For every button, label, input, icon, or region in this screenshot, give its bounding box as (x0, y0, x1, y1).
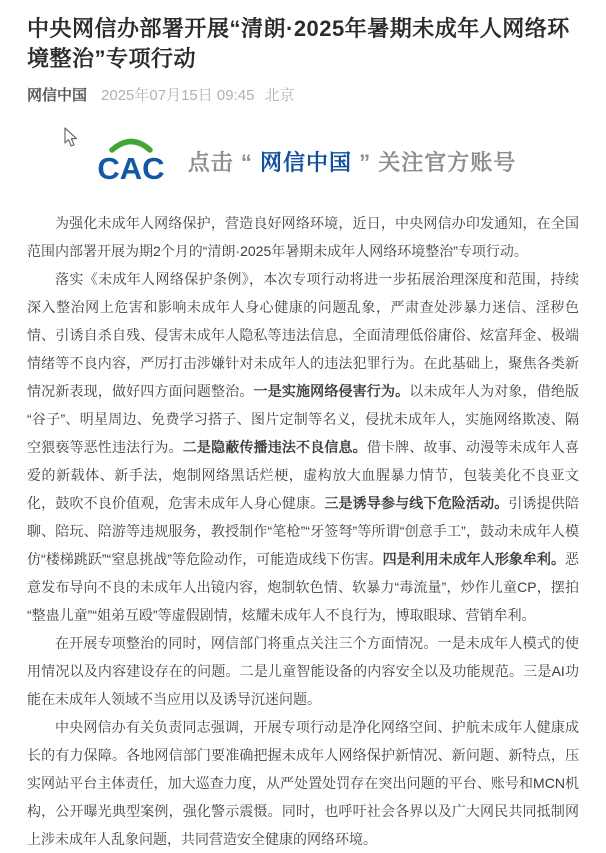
mouse-cursor-icon (63, 127, 80, 149)
paragraph-run-bold: 二是隐蔽传播违法不良信息。 (182, 439, 367, 455)
banner-suffix: 关注官方账号 (378, 149, 517, 175)
paragraph-run: 引诱提供陪聊、陪玩、陪游等违规服务，教授制作“笔枪”“牙签弩”等所谓“创意手工”，鼓动未成年人模仿“楼梯跳跃”“窒息挑战”等危险动作，可能造成线下伤害。 (27, 495, 580, 567)
byline (27, 84, 579, 105)
article-paragraph (27, 713, 579, 853)
banner-quote-close: ” (359, 149, 372, 175)
banner-slogan (188, 146, 517, 177)
paragraph-run: 在开展专项整治的同时，网信部门将重点关注三个方面情况。一是未成年人模式的使用情况以及内容建设存在的问题。二是儿童智能设备的内容安全以及功能规范。三是AI功能在未成年人领域不当应用以及诱导沉迷问题。 (27, 635, 579, 707)
paragraph-run: 借卡牌、故事、动漫等未成年人喜爱的新载体、新手法，炮制网络黑话烂梗，虚构放大血腥暴力情节，包装美化不良亚文化，鼓吹不良价值观，危害未成年人身心健康。 (27, 439, 580, 511)
paragraph-run: 为强化未成年人网络保护，营造良好网络环境，近日，中央网信办印发通知，在全国范围内部署开展为期2个月的“清朗·2025年暑期未成年人网络环境整治”专项行动。 (27, 215, 579, 259)
banner-account-name: 网信中国 (259, 149, 352, 175)
article-title: 中央网信办部署开展“清朗·2025年暑期未成年人网络环境整治”专项行动 (27, 16, 570, 71)
follow-official-account-banner[interactable] (27, 129, 579, 193)
paragraph-run: 以未成年人为对象，借绝版“谷子”、明星周边、免费学习搭子、图片定制等名义，侵扰未成年人，实施网络欺凌、隔空猥亵等恶性违法行为。 (27, 383, 580, 455)
banner-prefix: 点击 (187, 149, 234, 175)
account-name[interactable]: 网信中国 (27, 87, 88, 104)
paragraph-run: 中央网信办有关负责同志强调，开展专项行动是净化网络空间、护航未成年人健康成长的有力保障。各地网信部门要准确把握未成年人网络保护新情况、新问题、新特点，压实网站平台主体责任，加大巡查力度，从严处置处罚存在突出问题的平台、账号和MCN机构，公开曝光典型案例，强化警示震慑。同时，也呼吁社会各界以及广大网民共同抵制网上涉未成年人乱象问题，共同营造安全健康的网络环境。 (27, 719, 579, 847)
article-paragraph (27, 265, 579, 629)
paragraph-run: 落实《未成年人网络保护条例》，本次专项行动将进一步拓展治理深度和范围，持续深入整治网上危害和影响未成年人身心健康的问题乱象，严肃查处涉暴力迷信、淫秽色情、引诱自杀自残、侵害未成年人隐私等违法信息，全面清理低俗庸俗、炫富拜金、极端情绪等不良内容，严厉打击涉嫌针对未成年人的违法犯罪行为。在此基础上，聚焦各类新情况新表现，做好四方面问题整治。 (27, 271, 579, 399)
banner-quote-open: “ (240, 149, 253, 175)
paragraph-run-bold: 四是利用未成年人形象牟利。 (382, 551, 565, 567)
cac-logo (90, 134, 172, 188)
article-paragraph (27, 629, 579, 713)
article-paragraph (27, 209, 579, 265)
paragraph-run: 恶意发布导向不良的未成年人出镜内容，炮制软色情、软暴力“毒流量”，炒作儿童CP，摆拍“整蛊儿童”“姐弟互殴”等虚假剧情，炫耀未成年人不良行为，博取眼球、营销牟利。 (27, 551, 579, 623)
paragraph-run-bold: 一是实施网络侵害行为。 (253, 383, 410, 399)
publish-date: 2025年07月15日 09:45 (101, 87, 255, 104)
cac-logo-text: CAC (97, 151, 165, 186)
publish-location: 北京 (264, 87, 295, 104)
article-body (27, 209, 579, 853)
paragraph-run-bold: 三是诱导参与线下危险活动。 (324, 495, 509, 511)
